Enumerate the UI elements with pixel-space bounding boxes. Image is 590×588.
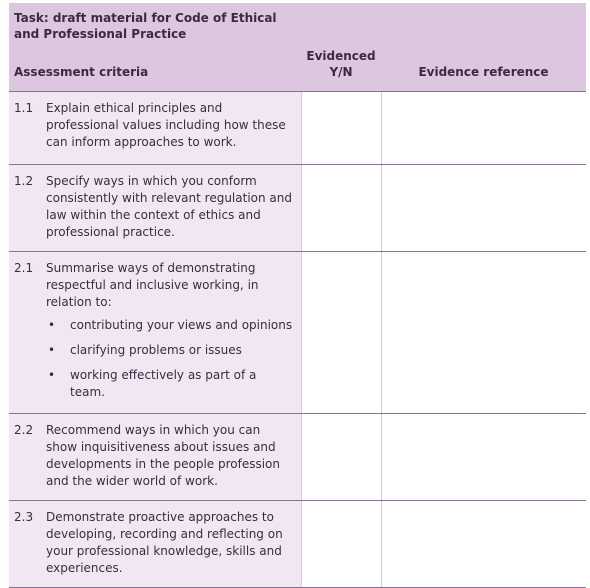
bullet-icon: •	[48, 368, 56, 382]
evidence-reference-cell[interactable]	[381, 414, 586, 501]
criterion-cell	[9, 165, 301, 252]
criterion-bullet-list	[46, 317, 295, 401]
criterion-text: Recommend ways in which you can show inquisitiveness about issues and developments in the people profession and the wider world of work.	[46, 423, 280, 488]
criterion-number: 1.2	[14, 174, 34, 188]
criterion-text: Specify ways in which you conform consistently with relevant regulation and law within the context of ethics and professional practice.	[46, 174, 292, 239]
yn-label: Y/N	[329, 65, 353, 79]
table-row	[9, 165, 586, 252]
criterion-cell	[9, 501, 301, 588]
table-header-row	[9, 3, 586, 92]
criterion-number: 1.1	[14, 101, 34, 115]
evidence-reference-cell[interactable]	[381, 92, 586, 165]
criterion-cell	[9, 92, 301, 165]
criterion-text: Explain ethical principles and professional values including how these can inform approaches to work.	[46, 101, 286, 149]
criterion-number: 2.3	[14, 510, 34, 524]
table-row	[9, 414, 586, 501]
evidenced-cell[interactable]	[301, 92, 381, 165]
task-title: Task: draft material for Code of Ethical and Professional Practice	[14, 11, 277, 41]
criterion-text: Summarise ways of demonstrating respectful and inclusive working, in relation to:	[46, 261, 259, 309]
bullet-text: working effectively as part of a team.	[70, 368, 257, 399]
criterion-cell	[9, 252, 301, 414]
criteria-header	[9, 3, 301, 92]
criterion-number: 2.2	[14, 423, 34, 437]
evidenced-cell[interactable]	[301, 501, 381, 588]
list-item	[46, 367, 295, 401]
table-row	[9, 501, 586, 588]
evidenced-label: Evidenced	[306, 49, 376, 63]
table-row	[9, 252, 586, 414]
evidenced-cell[interactable]	[301, 252, 381, 414]
evidence-reference-cell[interactable]	[381, 501, 586, 588]
bullet-text: contributing your views and opinions	[70, 318, 293, 332]
assessment-criteria-label: Assessment criteria	[14, 65, 149, 79]
evidenced-header	[301, 3, 381, 92]
list-item	[46, 317, 295, 334]
table-row	[9, 92, 586, 165]
criterion-number: 2.1	[14, 261, 34, 275]
evidence-reference-cell[interactable]	[381, 252, 586, 414]
bullet-icon: •	[48, 343, 56, 357]
evidence-reference-header: Evidence reference	[381, 3, 586, 92]
bullet-icon: •	[48, 318, 56, 332]
criterion-cell	[9, 414, 301, 501]
assessment-criteria-table	[9, 3, 586, 588]
list-item	[46, 342, 295, 359]
evidence-reference-cell[interactable]	[381, 165, 586, 252]
evidenced-cell[interactable]	[301, 165, 381, 252]
criterion-text: Demonstrate proactive approaches to developing, recording and reflecting on your professional knowledge, skills and experiences.	[46, 510, 283, 575]
evidenced-cell[interactable]	[301, 414, 381, 501]
bullet-text: clarifying problems or issues	[70, 343, 242, 357]
